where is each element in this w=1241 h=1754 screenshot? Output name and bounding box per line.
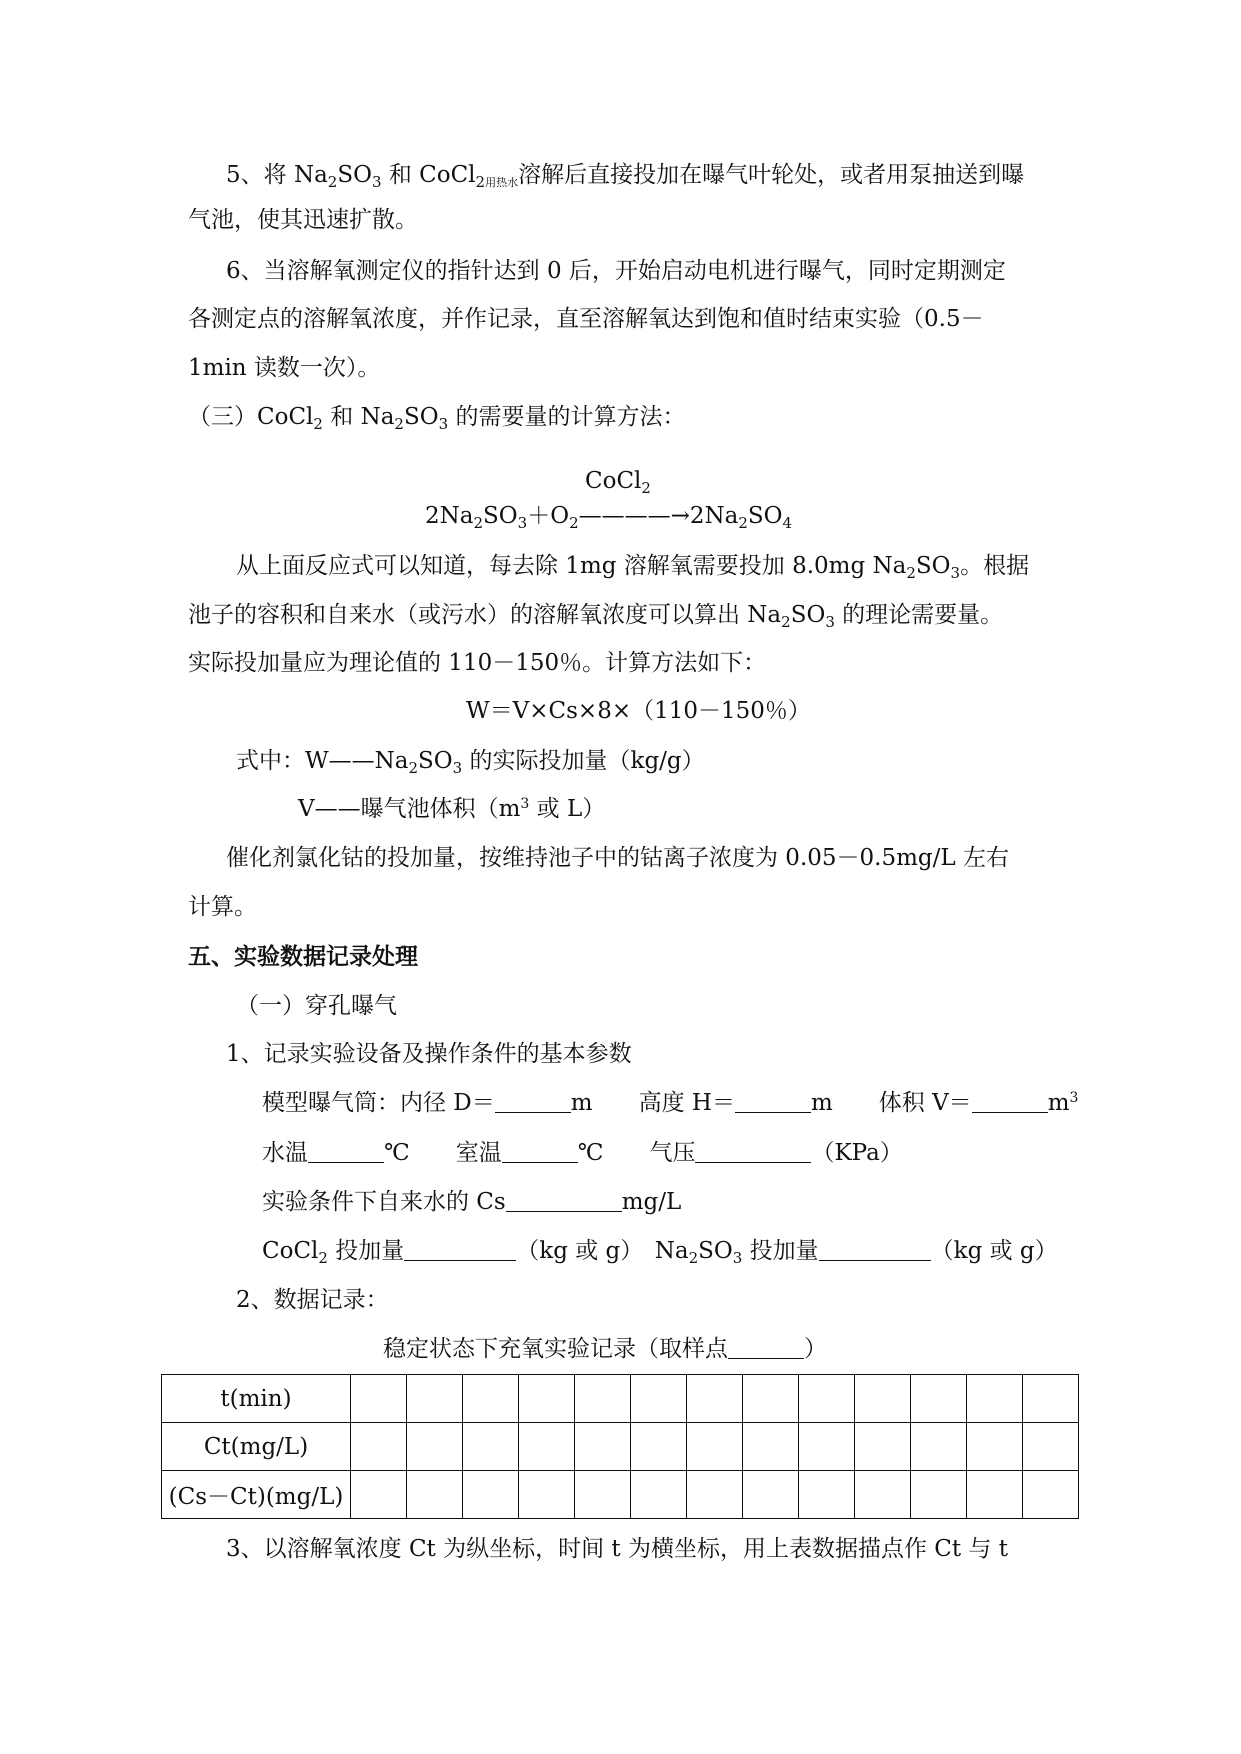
item-3-plot-instruction: 3、以溶解氧浓度 Ct 为纵坐标，时间 t 为横坐标，用上表数据描点作 Ct 与 t xyxy=(226,1536,1008,1562)
table-cell[interactable] xyxy=(631,1423,687,1471)
table-cell[interactable] xyxy=(519,1423,575,1471)
params-row-dimensions: 模型曝气筒：内径 D＝ m 高度 H＝ m 体积 $V= m^3$ xyxy=(262,1090,1079,1116)
table-cell[interactable] xyxy=(519,1471,575,1519)
item-2-data-record: 2、数据记录： xyxy=(236,1287,389,1313)
table-cell[interactable] xyxy=(351,1423,407,1471)
params-row-dosage: CoCl$_2$ 投加量 （kg 或 g） $Na_2SO_3$ 投加量 （kg 或 g） xyxy=(262,1238,1058,1267)
table-cell[interactable] xyxy=(575,1375,631,1423)
table-cell[interactable] xyxy=(1023,1471,1079,1519)
reaction-catalyst: CoCl$_2$ xyxy=(585,468,651,497)
table-cell[interactable] xyxy=(407,1375,463,1423)
row-label-cs-ct: (Cs－Ct)(mg/L) xyxy=(162,1471,351,1519)
table-cell[interactable] xyxy=(743,1423,799,1471)
paragraph-step6-line1: 6、当溶解氧测定仪的指针达到 0 后，开始启动电机进行曝气，同时定期测定 xyxy=(226,258,1006,284)
params-row-conditions: 水温 ℃ 室温 ℃ 气压 （KPa） xyxy=(262,1140,903,1166)
table-caption: 稳定状态下充氧实验记录（取样点 ） xyxy=(383,1336,827,1362)
table-cell[interactable] xyxy=(463,1471,519,1519)
oxygenation-record-table xyxy=(161,1374,1079,1519)
paragraph-dosage-line1: 从上面反应式可以知道，每去除 1mg 溶解氧需要投加 8.0mg $Na_2SO_3$。根据 xyxy=(236,553,1030,582)
paragraph-catalyst-line1: 催化剂氯化钴的投加量，按维持池子中的钴离子浓度为 0.05－0.5mg/L 左右 xyxy=(226,845,1009,871)
table-cell[interactable] xyxy=(631,1471,687,1519)
table-cell[interactable] xyxy=(1023,1423,1079,1471)
table-cell[interactable] xyxy=(575,1471,631,1519)
table-cell[interactable] xyxy=(799,1375,855,1423)
table-cell[interactable] xyxy=(351,1375,407,1423)
paragraph-dosage-line3: 实际投加量应为理论值的 110－150％。计算方法如下： xyxy=(188,650,767,676)
table-cell[interactable] xyxy=(575,1423,631,1471)
table-cell[interactable] xyxy=(967,1375,1023,1423)
table-cell[interactable] xyxy=(967,1423,1023,1471)
reaction-equation: $2Na_2SO_3+O_2————\to 2Na_2SO_4$ xyxy=(425,503,793,532)
paragraph-dosage-line2: 池子的容积和自来水（或污水）的溶解氧浓度可以算出 $Na_2SO_3$ 的理论需要量。 xyxy=(188,602,1004,631)
table-cell[interactable] xyxy=(911,1471,967,1519)
table-cell[interactable] xyxy=(743,1375,799,1423)
table-cell[interactable] xyxy=(687,1375,743,1423)
params-row-cs: 实验条件下自来水的 Cs mg/L xyxy=(262,1189,682,1215)
section-5-heading: 五、实验数据记录处理 xyxy=(188,944,418,970)
table-row xyxy=(162,1375,1079,1423)
table-cell[interactable] xyxy=(855,1471,911,1519)
subsection-perforated-aeration: （一）穿孔曝气 xyxy=(236,993,397,1019)
row-label-t: t(min) xyxy=(162,1375,351,1423)
paragraph-step5-line1: 5、将 $Na_2SO_3$ 和 CoCl$_2$用热水溶解后直接投加在曝气叶轮处，或者用泵抽送到曝 xyxy=(226,162,1025,191)
paragraph-step5-line2: 气池，使其迅速扩散。 xyxy=(188,207,418,233)
paragraph-step6-line2: 各测定点的溶解氧浓度，并作记录，直至溶解氧达到饱和值时结束实验（0.5－ xyxy=(188,306,984,332)
item-1-record-params: 1、记录实验设备及操作条件的基本参数 xyxy=(226,1041,632,1067)
table-cell[interactable] xyxy=(463,1375,519,1423)
table-cell[interactable] xyxy=(855,1423,911,1471)
table-cell[interactable] xyxy=(687,1471,743,1519)
table-cell[interactable] xyxy=(799,1423,855,1471)
table-cell[interactable] xyxy=(743,1471,799,1519)
row-label-ct: Ct(mg/L) xyxy=(162,1423,351,1471)
table-row xyxy=(162,1471,1079,1519)
table-cell[interactable] xyxy=(463,1423,519,1471)
table-cell[interactable] xyxy=(351,1471,407,1519)
table-cell[interactable] xyxy=(911,1423,967,1471)
table-cell[interactable] xyxy=(631,1375,687,1423)
section-3-heading: （三）CoCl$_2$ 和 $Na_2SO_3$ 的需要量的计算方法： xyxy=(188,404,686,433)
table-cell[interactable] xyxy=(407,1423,463,1471)
table-cell[interactable] xyxy=(967,1471,1023,1519)
table-row xyxy=(162,1423,1079,1471)
table-cell[interactable] xyxy=(855,1375,911,1423)
table-cell[interactable] xyxy=(407,1471,463,1519)
dosage-formula: W＝V×Cs×8×（110－150％） xyxy=(466,698,811,724)
paragraph-step6-line3: 1min 读数一次）。 xyxy=(188,355,381,381)
table-cell[interactable] xyxy=(519,1375,575,1423)
definition-v: V——曝气池体积（$m^3$ 或 L） xyxy=(298,796,606,822)
definition-w: 式中：$W——Na_2SO_3$ 的实际投加量（kg/g） xyxy=(236,748,705,777)
table-cell[interactable] xyxy=(687,1423,743,1471)
table-cell[interactable] xyxy=(911,1375,967,1423)
paragraph-catalyst-line2: 计算。 xyxy=(188,894,257,920)
table-cell[interactable] xyxy=(1023,1375,1079,1423)
table-cell[interactable] xyxy=(799,1471,855,1519)
